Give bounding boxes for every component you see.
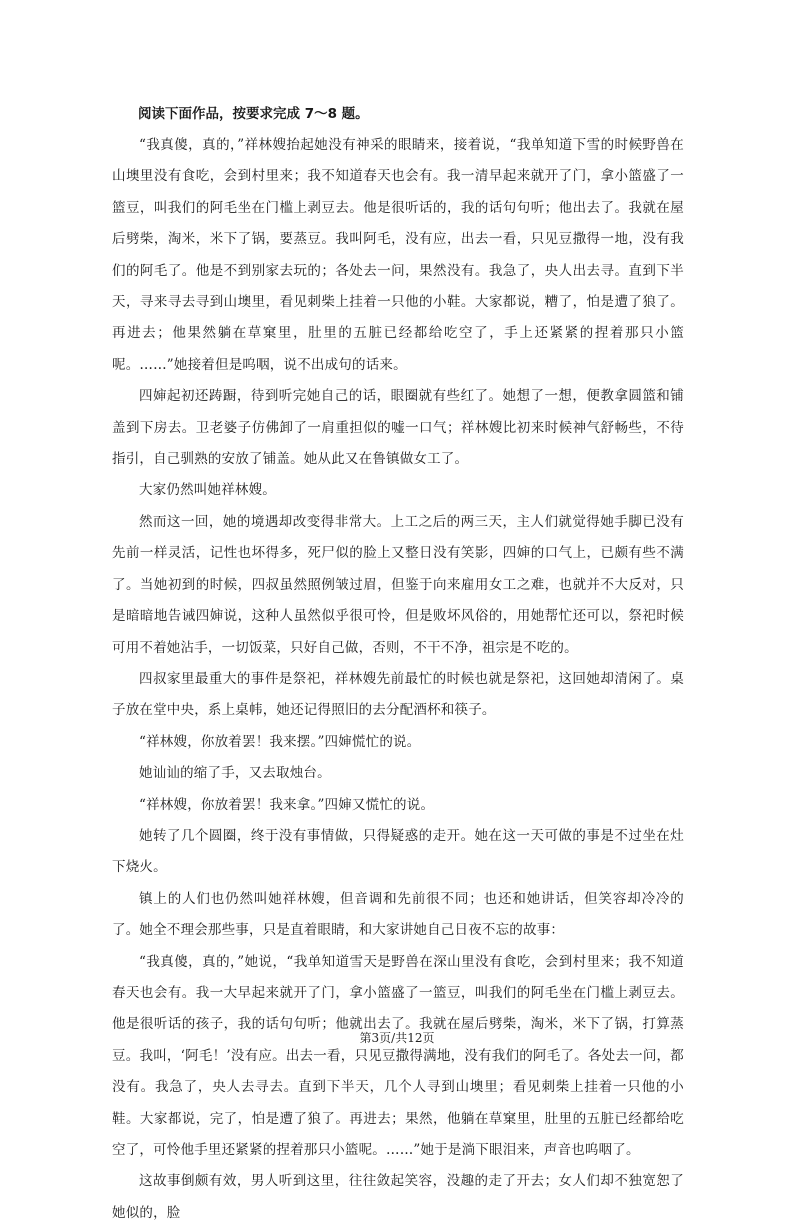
page-content bbox=[112, 99, 684, 1229]
paragraph-10: 镇上的人们也仍然叫她祥林嫂，但音调和先前很不同；也还和她讲话，但笑容却冷冷的了。她全不理会那些事，只是直着眼睛，和大家讲她自己日夜不忘的故事： bbox=[112, 890, 684, 939]
paragraph-1: “我真傻，真的，”祥林嫂抬起她没有神采的眼睛来，接着说，“我单知道下雪的时候野兽在山墺里没有食吃，会到村里来；我不知道春天也会有。我一清早起来就开了门，拿小篮盛了一篮豆，叫我们的阿毛坐在门槛上剥豆去。他是很听话的，我的话句句听；他出去了。我就在屋后劈柴，淘米，米下了锅，要蒸豆。我叫阿毛，没有应，出去一看，只见豆撒得一地，没有我们的阿毛了。他是不到别家去玩的；各处去一问，果然没有。我急了，央人出去寻。直到下半天，寻来寻去寻到山墺里，看见刺柴上挂着一只他的小鞋。大家都说，糟了，怕是遭了狼了。再进去；他果然躺在草窠里，肚里的五脏已经都给吃空了，手上还紧紧的捏着那只小篮呢。……”她接着但是呜咽，说不出成句的话来。 bbox=[112, 137, 684, 373]
paragraph-4: 然而这一回，她的境遇却改变得非常大。上工之后的两三天，主人们就觉得她手脚已没有先前一样灵活，记性也坏得多，死尸似的脸上又整日没有笑影，四婶的口气上，已颇有些不满了。当她初到的时候，四叔虽然照例皱过眉，但鉴于向来雇用女工之难，也就并不大反对，只是暗暗地告诫四婶说，这种人虽然似乎很可怜，但是败坏风俗的，用她帮忙还可以，祭祀时候可用不着她沾手，一切饭菜，只好自己做，否则，不干不净，祖宗是不吃的。 bbox=[112, 513, 684, 656]
paragraph-8: “祥林嫂，你放着罢！我来拿。”四婶又慌忙的说。 bbox=[139, 796, 435, 813]
paragraph-9: 她转了几个圆圈，终于没有事情做，只得疑惑的走开。她在这一天可做的事是不过坐在灶下烧火。 bbox=[112, 827, 684, 876]
paragraph-5: 四叔家里最重大的事件是祭祀，祥林嫂先前最忙的时候也就是祭祀，这回她却清闲了。桌子放在堂中央，系上桌帏，她还记得照旧的去分配酒杯和筷子。 bbox=[112, 670, 684, 719]
paragraph-7: 她讪讪的缩了手，又去取烛台。 bbox=[139, 765, 331, 782]
page-number: 第3页/共12页 bbox=[359, 1031, 435, 1045]
paragraph-6: “祥林嫂，你放着罢！我来摆。”四婶慌忙的说。 bbox=[139, 733, 421, 750]
paragraph-12: 这故事倒颇有效，男人听到这里，往往敛起笑容，没趣的走了开去；女人们却不独宽恕了她似的，脸 bbox=[112, 1173, 684, 1221]
paragraph-2: 四婶起初还踌蹰，待到听完她自己的话，眼圈就有些红了。她想了一想，便教拿圆篮和铺盖到下房去。卫老婆子仿佛卸了一肩重担似的嘘一口气；祥林嫂比初来时候神气舒畅些，不待指引，自己驯熟的安放了铺盖。她从此又在鲁镇做女工了。 bbox=[112, 388, 684, 468]
paragraph-11: “我真傻，真的，”她说，“我单知道雪天是野兽在深山里没有食吃，会到村里来；我不知道春天也会有。我一大早起来就开了门，拿小篮盛了一篮豆，叫我们的阿毛坐在门槛上剥豆去。他是很听话的孩子，我的话句句听；他就出去了。我就在屋后劈柴，淘米，米下了锅，打算蒸豆。我叫，‘阿毛！’没有应。出去一看，只见豆撒得满地，没有我们的阿毛了。各处去一问，都没有。我急了，央人去寻去。直到下半天，几个人寻到山墺里；看见刺柴上挂着一只他的小鞋。大家都说，完了，怕是遭了狼了。再进去；果然，他躺在草窠里，肚里的五脏已经都给吃空了，可怜他手里还紧紧的捏着那只小篮呢。……”她于是淌下眼泪来，声音也呜咽了。 bbox=[112, 953, 684, 1158]
question-instruction: 阅读下面作品，按要求完成 7～8 题。 bbox=[138, 106, 369, 122]
paragraph-3: 大家仍然叫她祥林嫂。 bbox=[139, 482, 276, 499]
